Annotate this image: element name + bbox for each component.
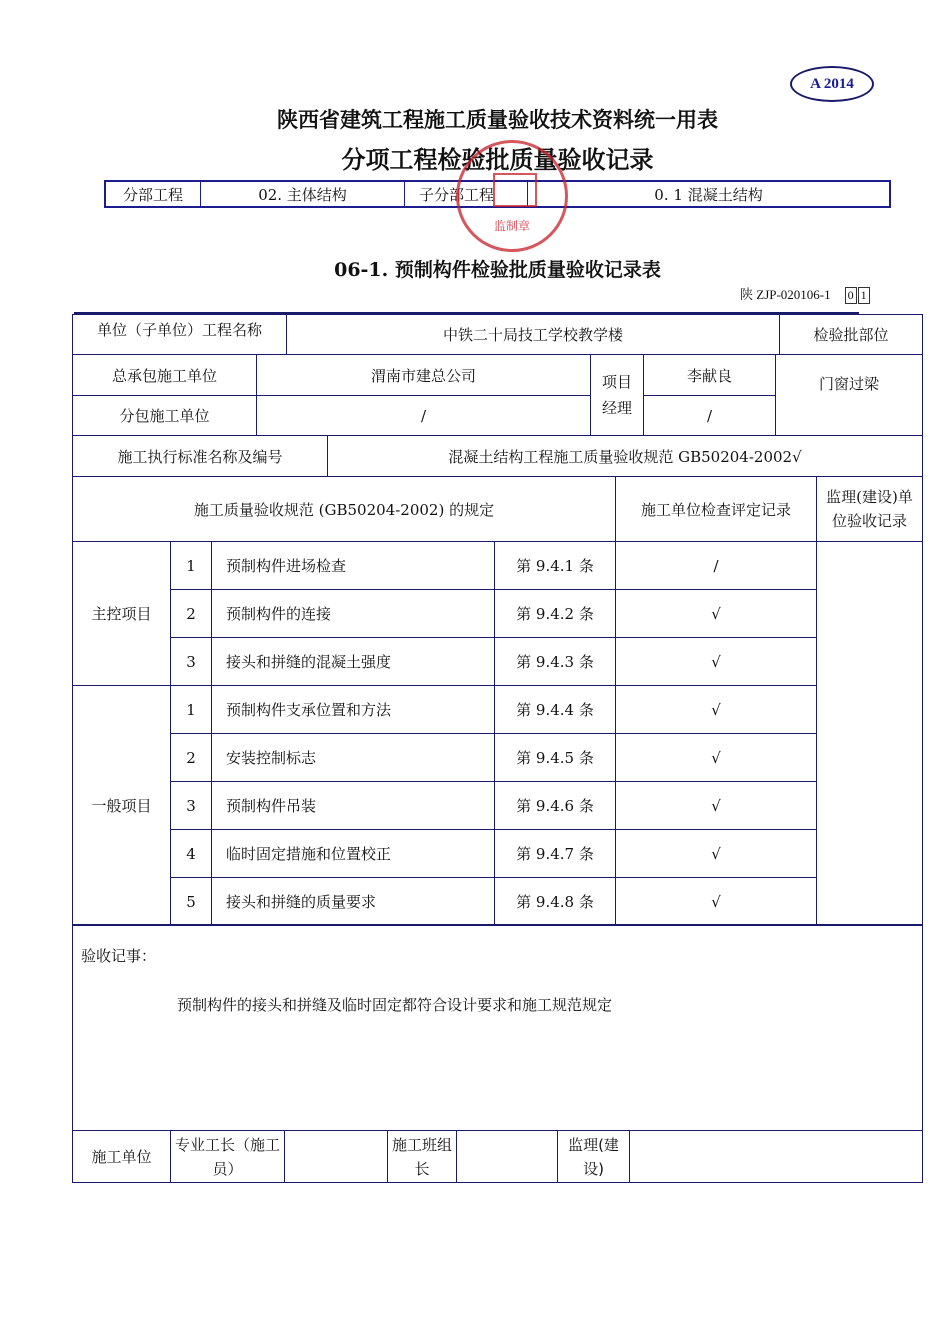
item-no: 2	[171, 590, 212, 638]
sub-pm-value: /	[644, 396, 776, 436]
table-row	[73, 878, 923, 926]
sub-value: /	[257, 396, 591, 436]
division-label: 分部工程	[105, 181, 201, 207]
item-clause: 第 9.4.5 条	[495, 734, 616, 782]
standard-label: 施工执行标准名称及编号	[73, 436, 328, 477]
form-code-text: 陕 ZJP-020106-1	[740, 287, 831, 302]
notes-table	[72, 924, 923, 1131]
pm-label: 项目经理	[591, 355, 644, 436]
contractor-label: 总承包施工单位	[73, 355, 257, 396]
item-result: √	[616, 686, 817, 734]
item-clause: 第 9.4.4 条	[495, 686, 616, 734]
item-clause: 第 9.4.1 条	[495, 542, 616, 590]
item-clause: 第 9.4.7 条	[495, 830, 616, 878]
sign-foreman-value	[285, 1131, 388, 1183]
item-name: 接头和拼缝的混凝土强度	[212, 638, 495, 686]
item-no: 3	[171, 782, 212, 830]
item-clause: 第 9.4.6 条	[495, 782, 616, 830]
form-code	[740, 284, 870, 304]
item-result: /	[616, 542, 817, 590]
subdivision-value: 0. 1 混凝土结构	[528, 181, 891, 207]
item-result: √	[616, 830, 817, 878]
main-control-label: 主控项目	[73, 542, 171, 686]
table-row	[73, 734, 923, 782]
item-result: √	[616, 878, 817, 926]
spec-header: 施工质量验收规范 (GB50204-2002) 的规定	[73, 477, 616, 542]
check-header: 施工单位检查评定记录	[616, 477, 817, 542]
sign-supervisor-value	[630, 1131, 923, 1183]
info-table	[72, 314, 923, 355]
supervise-header: 监理(建设)单位验收记录	[817, 477, 923, 542]
item-clause: 第 9.4.3 条	[495, 638, 616, 686]
contractor-value: 渭南市建总公司	[257, 355, 591, 396]
item-name: 预制构件吊装	[212, 782, 495, 830]
general-label: 一般项目	[73, 686, 171, 926]
sign-supervisor-label: 监理(建设)	[558, 1131, 630, 1183]
stamp-text: 监制章	[493, 219, 530, 233]
standard-table	[72, 435, 923, 477]
table-row	[73, 782, 923, 830]
table-row	[73, 830, 923, 878]
code-digit-1: 0	[845, 287, 857, 304]
table-row	[73, 542, 923, 590]
part-label: 检验批部位	[780, 315, 923, 355]
year-badge: A 2014	[790, 66, 874, 102]
notes-cell	[73, 925, 923, 1131]
table-row	[73, 638, 923, 686]
item-name: 预制构件进场检查	[212, 542, 495, 590]
sub-label: 分包施工单位	[73, 396, 257, 436]
notes-text: 预制构件的接头和拼缝及临时固定都符合设计要求和施工规范规定	[177, 996, 613, 1014]
item-name: 接头和拼缝的质量要求	[212, 878, 495, 926]
stamp-emblem	[493, 173, 537, 207]
signature-table	[72, 1130, 923, 1183]
sign-team-value	[457, 1131, 558, 1183]
unit-label: 单位（子单位）工程名称	[73, 315, 287, 355]
item-clause: 第 9.4.8 条	[495, 878, 616, 926]
pm-value: 李献良	[644, 355, 776, 396]
record-title: 分项工程检验批质量验收记录	[341, 145, 654, 174]
contractor-table	[72, 354, 923, 436]
item-name: 安装控制标志	[212, 734, 495, 782]
item-name: 预制构件支承位置和方法	[212, 686, 495, 734]
unit-value: 中铁二十局技工学校教学楼	[287, 315, 780, 355]
item-no: 2	[171, 734, 212, 782]
supervision-stamp	[456, 140, 568, 252]
subdivision-label: 子分部工程	[405, 181, 528, 207]
item-no: 5	[171, 878, 212, 926]
item-clause: 第 9.4.2 条	[495, 590, 616, 638]
part-value: 门窗过梁	[776, 355, 923, 436]
item-name: 预制构件的连接	[212, 590, 495, 638]
notes-label: 验收记事：	[81, 947, 157, 965]
item-name: 临时固定措施和位置校正	[212, 830, 495, 878]
standard-value: 混凝土结构工程施工质量验收规范 GB50204-2002√	[328, 436, 923, 477]
item-result: √	[616, 734, 817, 782]
item-result: √	[616, 638, 817, 686]
sign-foreman-label: 专业工长（施工员）	[171, 1131, 285, 1183]
code-digit-2: 1	[858, 287, 870, 304]
item-no: 4	[171, 830, 212, 878]
item-no: 1	[171, 686, 212, 734]
province-title: 陕西省建筑工程施工质量验收技术资料统一用表	[277, 107, 718, 132]
inspection-table	[72, 476, 923, 926]
division-value: 02. 主体结构	[201, 181, 405, 207]
table-row	[73, 686, 923, 734]
item-no: 1	[171, 542, 212, 590]
item-no: 3	[171, 638, 212, 686]
supervise-record	[817, 542, 923, 926]
item-result: √	[616, 590, 817, 638]
table-row	[73, 590, 923, 638]
item-result: √	[616, 782, 817, 830]
sign-team-label: 施工班组 长	[388, 1131, 457, 1183]
form-title: 06-1. 预制构件检验批质量验收记录表	[334, 259, 661, 281]
sign-unit-label: 施工单位	[73, 1131, 171, 1183]
